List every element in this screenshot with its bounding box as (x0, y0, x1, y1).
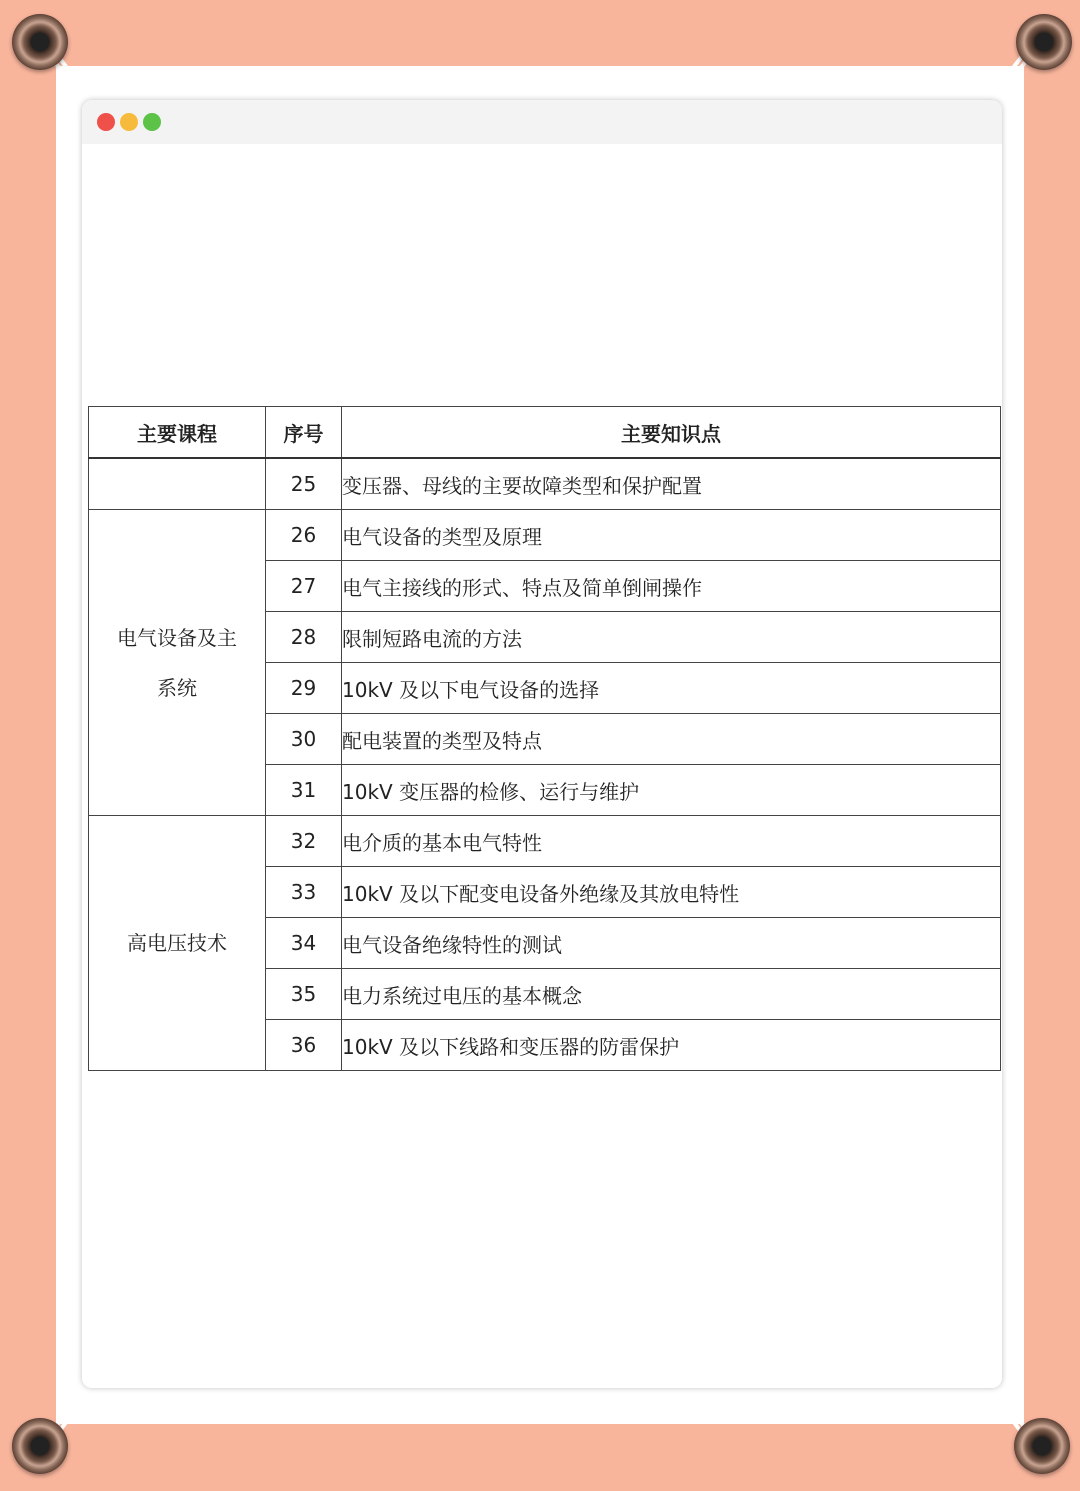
table-row (89, 816, 1001, 867)
point-cell: 10kV 变压器的检修、运行与维护 (342, 765, 1001, 816)
point-cell: 10kV 及以下线路和变压器的防雷保护 (342, 1020, 1001, 1071)
course-line: 系统 (157, 675, 197, 700)
point-cell: 电力系统过电压的基本概念 (342, 969, 1001, 1020)
app-window (82, 100, 1002, 1388)
table-row (89, 458, 1001, 510)
window-titlebar (82, 100, 1002, 144)
minimize-button[interactable] (120, 113, 138, 131)
point-cell: 电气设备的类型及原理 (342, 510, 1001, 561)
number-cell: 26 (266, 510, 342, 561)
header-points: 主要知识点 (342, 407, 1001, 459)
number-cell: 34 (266, 918, 342, 969)
point-cell: 电气设备绝缘特性的测试 (342, 918, 1001, 969)
close-button[interactable] (97, 113, 115, 131)
grommet-bottom-right (1014, 1418, 1070, 1474)
point-cell: 10kV 及以下电气设备的选择 (342, 663, 1001, 714)
point-cell: 配电装置的类型及特点 (342, 714, 1001, 765)
course-cell: 高电压技术 (89, 816, 266, 1071)
table-header-row (89, 407, 1001, 459)
course-cell (89, 458, 266, 510)
course-cell (89, 510, 266, 816)
point-cell: 限制短路电流的方法 (342, 612, 1001, 663)
number-cell: 29 (266, 663, 342, 714)
course-line: 电气设备及主 (117, 625, 237, 650)
point-cell: 10kV 及以下配变电设备外绝缘及其放电特性 (342, 867, 1001, 918)
number-cell: 32 (266, 816, 342, 867)
point-cell: 电介质的基本电气特性 (342, 816, 1001, 867)
grommet-bottom-left (12, 1418, 68, 1474)
number-cell: 31 (266, 765, 342, 816)
number-cell: 27 (266, 561, 342, 612)
grommet-top-right (1016, 14, 1072, 70)
table-row (89, 510, 1001, 561)
number-cell: 25 (266, 458, 342, 510)
maximize-button[interactable] (143, 113, 161, 131)
knowledge-table (88, 406, 1001, 1071)
number-cell: 35 (266, 969, 342, 1020)
number-cell: 28 (266, 612, 342, 663)
grommet-top-left (12, 14, 68, 70)
point-cell: 变压器、母线的主要故障类型和保护配置 (342, 458, 1001, 510)
number-cell: 33 (266, 867, 342, 918)
number-cell: 36 (266, 1020, 342, 1071)
number-cell: 30 (266, 714, 342, 765)
point-cell: 电气主接线的形式、特点及简单倒闸操作 (342, 561, 1001, 612)
header-course: 主要课程 (89, 407, 266, 459)
header-number: 序号 (266, 407, 342, 459)
